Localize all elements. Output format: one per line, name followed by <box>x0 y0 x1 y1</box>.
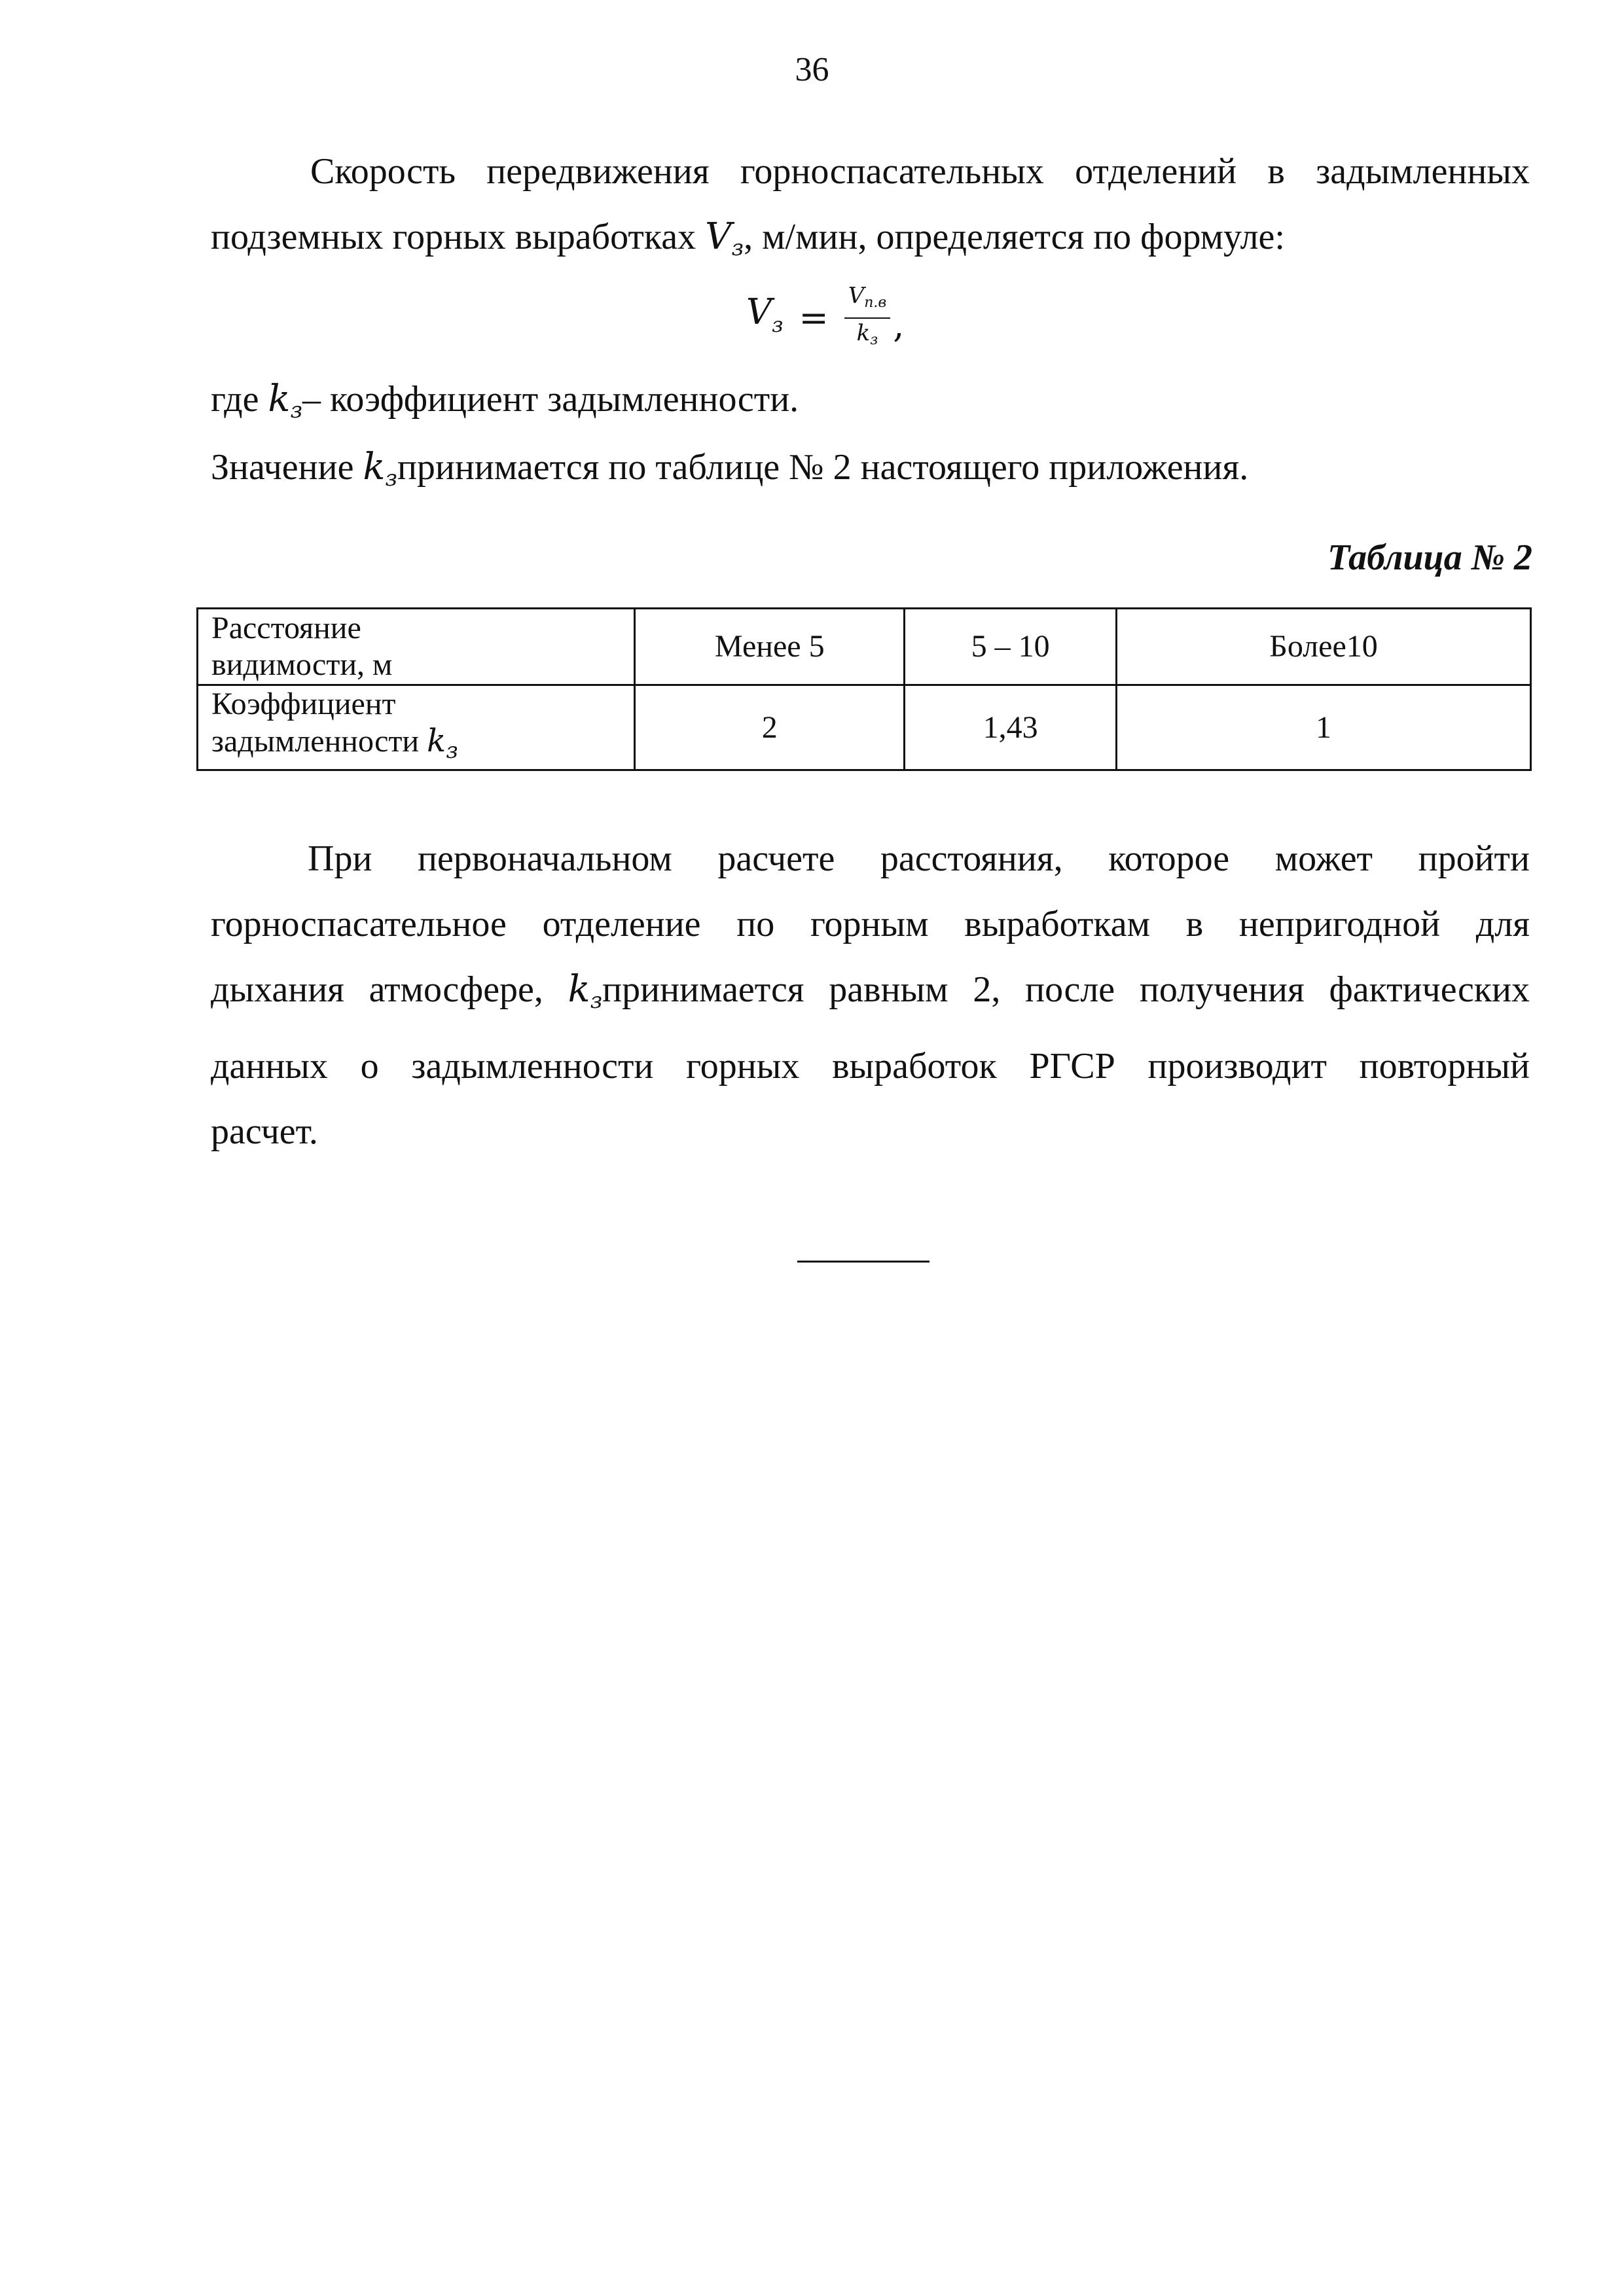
formula-lhs-letter: V <box>746 291 772 332</box>
row-header-line: Коэффициент <box>211 687 396 721</box>
paragraph-line <box>211 957 1530 1033</box>
paragraph-line: При первоначальном расчете расстояния, которое может пройти <box>308 838 1530 879</box>
paragraph-line: данных о задымленности горных выработок РГСР производит повторный <box>211 1046 1530 1086</box>
paragraph-value-note <box>211 435 1530 511</box>
formula-comma: , <box>893 304 905 346</box>
variable-subscript: з <box>590 988 603 1014</box>
variable-k <box>363 446 397 492</box>
table-cell: 2 <box>635 685 905 770</box>
row-header-line: Расстояние <box>211 611 361 645</box>
table-row <box>198 685 1531 770</box>
variable-letter: k <box>427 723 446 759</box>
variable-letter: k <box>568 968 590 1011</box>
formula-numerator <box>844 283 891 319</box>
text-fragment: принимается равным 2, после получения фактических <box>602 969 1530 1010</box>
table-cell: 5 – 10 <box>905 609 1117 685</box>
row-header-line: видимости, м <box>211 647 393 682</box>
denominator-letter: k <box>856 320 871 346</box>
variable-k <box>568 968 603 1014</box>
paragraph-where <box>211 367 1530 443</box>
text-fragment: – коэффициент задымленности. <box>302 379 799 420</box>
formula-equals: = <box>799 297 829 338</box>
formula-denominator <box>857 319 878 353</box>
formula-lhs <box>746 293 783 344</box>
text-fragment: где <box>211 379 268 420</box>
variable-letter: k <box>363 446 386 488</box>
paragraph-speed-definition <box>211 139 1530 281</box>
paragraph-line <box>211 204 1530 281</box>
smoke-coefficient-table <box>196 607 1532 771</box>
variable-v <box>705 215 744 261</box>
table-cell: 1 <box>1117 685 1531 770</box>
table-cell: Менее 5 <box>635 609 905 685</box>
variable-subscript: з <box>731 235 744 261</box>
table-caption: Таблица № 2 <box>1327 537 1532 578</box>
formula-lhs-subscript: з <box>772 312 784 337</box>
formula-fraction <box>844 283 891 353</box>
variable-subscript: з <box>446 738 458 764</box>
text-fragment: дыхания атмосфере, <box>211 969 568 1010</box>
paragraph-line: Скорость передвижения горноспасательных отделений в задымленных <box>310 151 1530 192</box>
table-row <box>198 609 1531 685</box>
numerator-letter: V <box>848 283 865 309</box>
numerator-subscript: п.в <box>864 295 887 311</box>
text-fragment: подземных горных выработках <box>211 217 706 257</box>
text-fragment: Значение <box>211 447 363 488</box>
row-header-visibility <box>198 609 635 685</box>
table-cell: Более10 <box>1117 609 1531 685</box>
denominator-subscript: з <box>870 332 878 348</box>
variable-k <box>268 378 303 423</box>
speed-formula <box>746 283 904 353</box>
text-fragment: задымленности <box>211 724 427 759</box>
variable-letter: V <box>705 215 732 258</box>
row-header-line <box>211 723 458 764</box>
variable-subscript: з <box>290 397 303 423</box>
variable-letter: k <box>268 378 291 420</box>
text-fragment: , м/мин, определяется по формуле: <box>744 217 1285 257</box>
page-number: 36 <box>795 51 829 88</box>
table-cell: 1,43 <box>905 685 1117 770</box>
row-header-coefficient <box>198 685 635 770</box>
variable-k <box>427 723 458 764</box>
paragraph-initial-calculation <box>211 826 1530 1164</box>
paragraph-line: горноспасательное отделение по горным выработкам в непригодной для <box>211 904 1530 944</box>
variable-subscript: з <box>385 465 397 492</box>
paragraph-line: расчет. <box>211 1111 318 1152</box>
text-fragment: принимается по таблице № 2 настоящего приложения. <box>397 447 1249 488</box>
end-divider <box>797 1261 929 1263</box>
